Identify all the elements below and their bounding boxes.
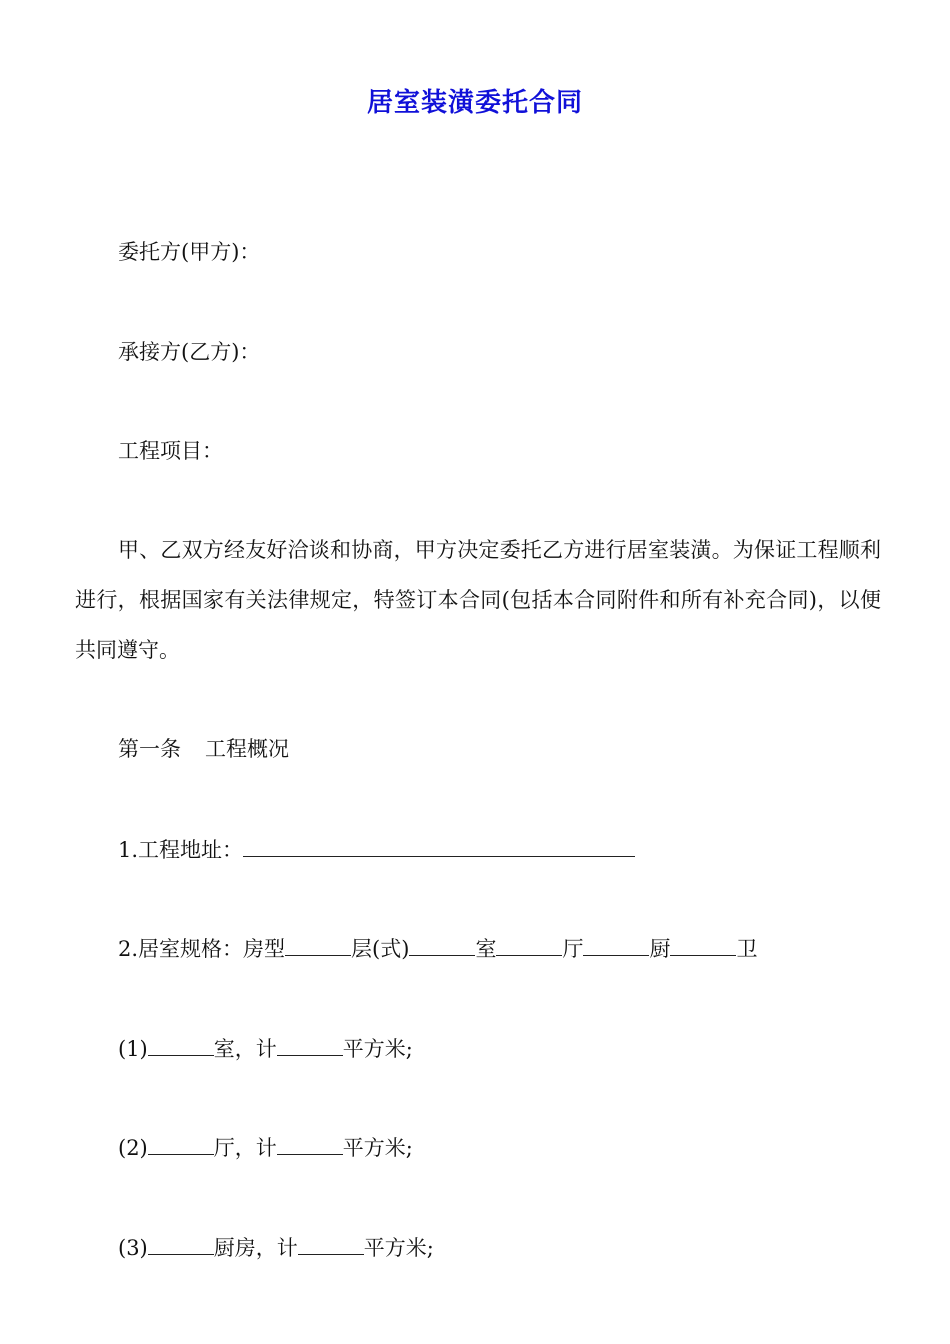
floor-blank (409, 935, 475, 956)
room-label: 室 (475, 937, 497, 961)
party-a-line: 委托方(甲方)： (118, 240, 261, 264)
sub-item-2-count-blank (148, 1134, 214, 1155)
house-type-blank (285, 935, 351, 956)
room-spec-line (118, 935, 757, 962)
sub-item-1 (118, 1035, 413, 1062)
sub-item-3-area: 平方米; (363, 1236, 434, 1260)
intro-paragraph: 甲、乙双方经友好洽谈和协商，甲方决定委托乙方进行居室装潢。为保证工程顺利进行，根据国家有关法律规定，特签订本合同(包括本合同附件和所有补充合同)，以便共同遵守。 (75, 538, 881, 662)
address-blank (243, 836, 635, 857)
article-1-heading (118, 736, 289, 762)
sub-item-2 (118, 1134, 413, 1161)
article-1-title: 工程概况 (205, 737, 289, 761)
sub-item-3-unit: 厨房，计 (213, 1236, 298, 1260)
kitchen-blank (670, 935, 736, 956)
sub-item-2-num: (2) (118, 1136, 148, 1160)
sub-item-1-area: 平方米; (342, 1037, 413, 1061)
sub-item-1-count-blank (148, 1035, 214, 1056)
hall-blank (583, 935, 649, 956)
document-title: 居室装潢委托合同 (366, 88, 583, 118)
party-b-line: 承接方(乙方)： (118, 340, 261, 364)
sub-item-3 (118, 1234, 434, 1261)
project-line: 工程项目： (118, 439, 223, 463)
sub-item-2-area-blank (277, 1134, 343, 1155)
sub-item-3-num: (3) (118, 1236, 148, 1260)
address-line (118, 836, 635, 863)
room-spec-label: 2.居室规格：房型 (118, 937, 286, 961)
sub-item-3-count-blank (148, 1234, 214, 1255)
sub-item-1-num: (1) (118, 1037, 148, 1061)
sub-item-3-area-blank (298, 1234, 364, 1255)
floor-label: 层(式) (351, 937, 410, 961)
sub-item-2-area: 平方米; (342, 1136, 413, 1160)
kitchen-label: 厨 (649, 937, 671, 961)
bath-label: 卫 (736, 937, 758, 961)
sub-item-2-unit: 厅，计 (213, 1136, 277, 1160)
sub-item-1-area-blank (277, 1035, 343, 1056)
article-1-label: 第一条 (118, 737, 181, 761)
sub-item-1-unit: 室，计 (213, 1037, 277, 1061)
room-blank (496, 935, 562, 956)
address-label: 1.工程地址： (118, 838, 244, 862)
hall-label: 厅 (562, 937, 584, 961)
